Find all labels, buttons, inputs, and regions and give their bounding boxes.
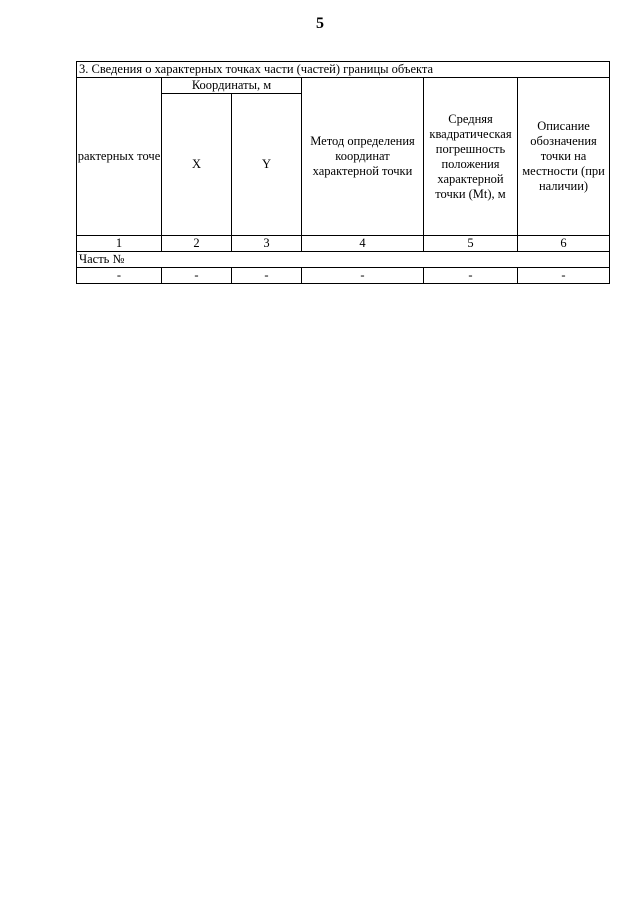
- column-number: 1: [77, 236, 162, 252]
- point-designation-header: [77, 78, 162, 236]
- table-cell: -: [162, 268, 232, 284]
- table-cell: -: [518, 268, 610, 284]
- part-label: Часть №: [77, 252, 610, 268]
- x-header: X: [162, 94, 232, 236]
- table-cell: -: [424, 268, 518, 284]
- column-numbers-row: [77, 236, 610, 252]
- header-row-1: [77, 78, 610, 94]
- point-designation-header-text: рактерных точе: [77, 149, 161, 163]
- column-number: 5: [424, 236, 518, 252]
- table-cell: -: [232, 268, 302, 284]
- description-header: Описание обозначения точки на местности (при наличии): [518, 78, 610, 236]
- y-header: Y: [232, 94, 302, 236]
- error-header: Средняя квадратическая погрешность положения характерной точки (Mt), м: [424, 78, 518, 236]
- column-number: 6: [518, 236, 610, 252]
- characteristic-points-table: [76, 61, 610, 284]
- table-cell: -: [302, 268, 424, 284]
- column-number: 2: [162, 236, 232, 252]
- table-cell: -: [77, 268, 162, 284]
- coordinates-header: Координаты, м: [162, 78, 302, 94]
- column-number: 3: [232, 236, 302, 252]
- table-row: [77, 268, 610, 284]
- table-title: 3. Сведения о характерных точках части (частей) границы объекта: [77, 62, 610, 78]
- column-number: 4: [302, 236, 424, 252]
- table-title-row: [77, 62, 610, 78]
- page-number: 5: [316, 15, 324, 32]
- method-header: Метод определения координат характерной точки: [302, 78, 424, 236]
- part-row: [77, 252, 610, 268]
